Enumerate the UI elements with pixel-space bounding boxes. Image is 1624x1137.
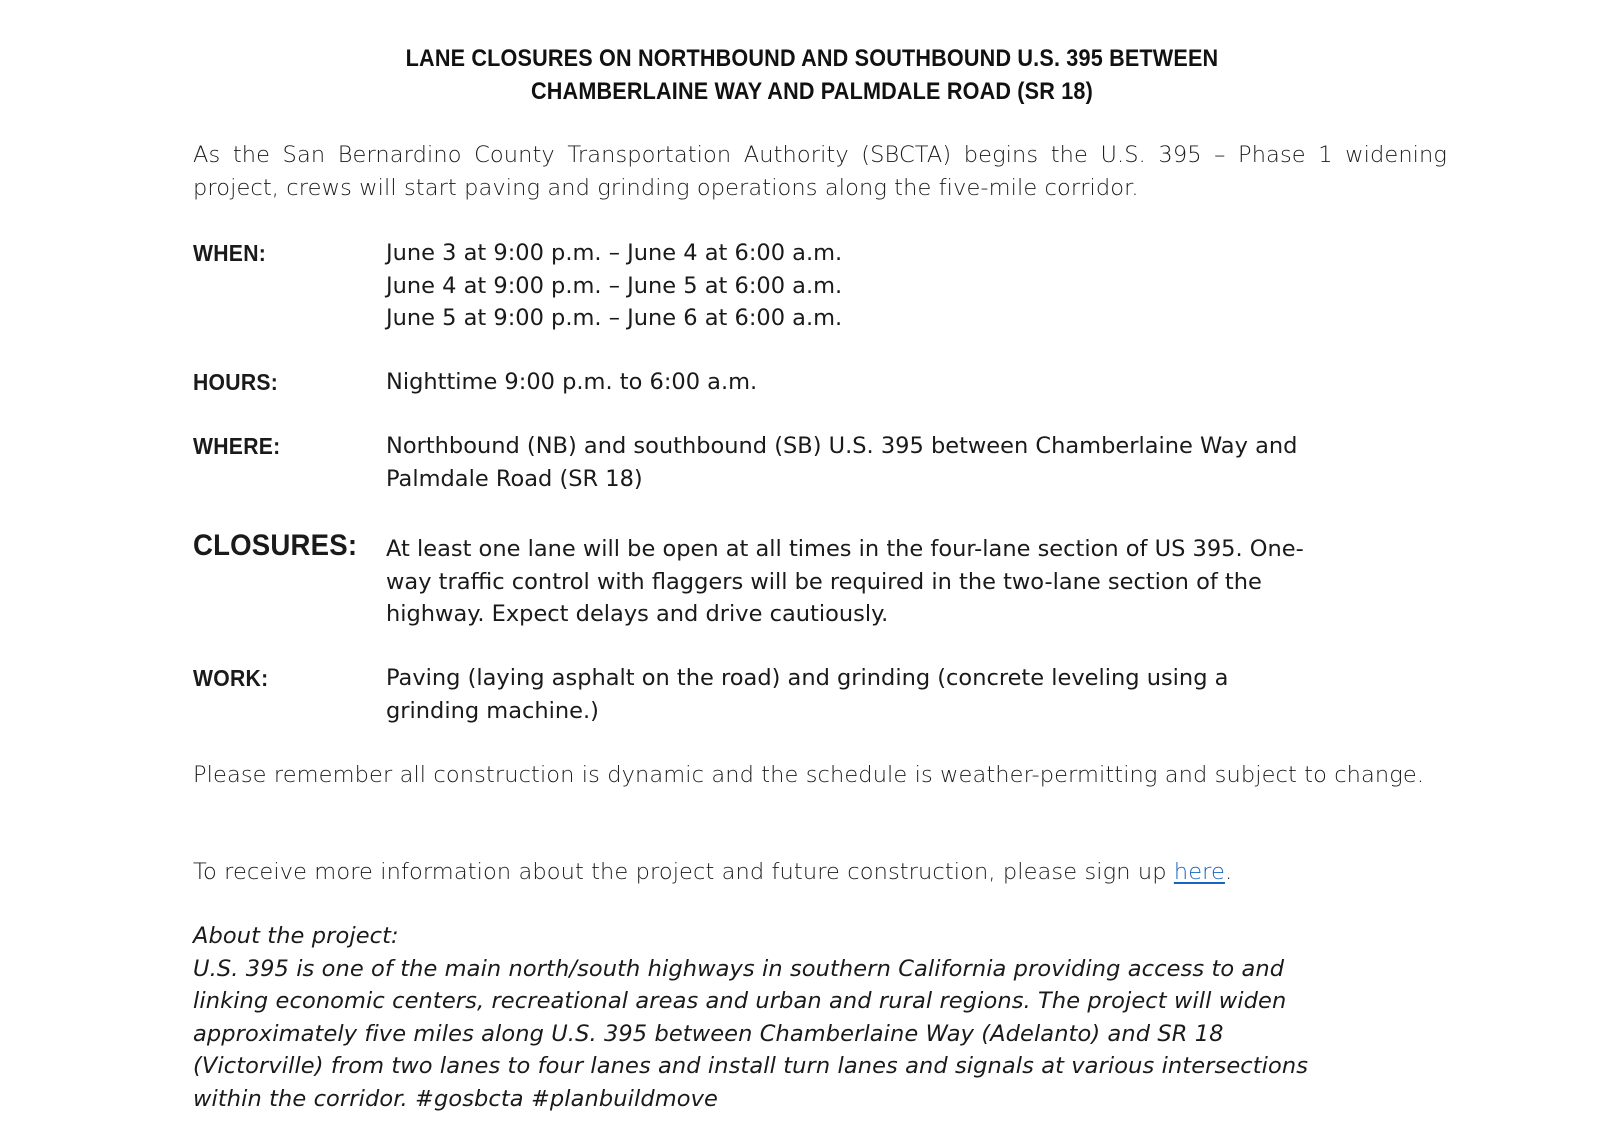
when-line: June 5 at 9:00 p.m. – June 6 at 6:00 a.m. <box>386 305 843 331</box>
closures-values <box>386 533 1447 631</box>
where-values <box>386 430 1447 495</box>
title-line-1: LANE CLOSURES ON NORTHBOUND AND SOUTHBOUND U.S. 395 BETWEEN <box>405 45 1219 72</box>
signup-period: . <box>1224 859 1233 885</box>
where-line: Northbound (NB) and southbound (SB) U.S. 395 between Chamberlaine Way and <box>386 433 1298 459</box>
about-line: (Victorville) from two lanes to four lanes and install turn lanes and signals at various intersections <box>193 1053 1309 1079</box>
hours-text: Nighttime 9:00 p.m. to 6:00 a.m. <box>386 369 758 395</box>
work-line: Paving (laying asphalt on the road) and grinding (concrete leveling using a <box>386 665 1229 691</box>
when-label: WHEN: <box>193 240 267 266</box>
title-line-2: CHAMBERLAINE WAY AND PALMDALE ROAD (SR 18) <box>531 78 1093 105</box>
when-values <box>386 237 1447 335</box>
about-line: within the corridor. #gosbcta #planbuildmove <box>193 1085 718 1112</box>
hours-value <box>386 366 1447 399</box>
hours-label: HOURS: <box>193 369 279 395</box>
about-line: linking economic centers, recreational areas and urban and rural regions. The project will widen <box>193 988 1287 1014</box>
closures-label: CLOSURES: <box>193 529 358 562</box>
intro-paragraph: As the San Bernardino County Transportation Authority (SBCTA) begins the U.S. 395 – Phase 1 widening project, crews will start paving and grinding operations along the five-mile corridor. <box>193 142 1447 201</box>
closures-line: way traffic control with flaggers will be required in the two-lane section of the <box>386 568 1262 595</box>
work-label: WORK: <box>193 665 269 691</box>
closures-section <box>193 529 1447 631</box>
work-values <box>386 662 1447 727</box>
where-section <box>193 430 1447 495</box>
about-line: U.S. 395 is one of the main north/south highways in southern California providing access to and <box>193 955 1285 982</box>
closures-line: highway. Expect delays and drive cautiously. <box>386 601 889 627</box>
about-heading: About the project: <box>193 923 399 949</box>
when-section <box>193 237 1447 335</box>
where-label: WHERE: <box>193 433 281 459</box>
signup-text: To receive more information about the project and future construction, please sign up <box>193 859 1174 885</box>
when-line: June 4 at 9:00 p.m. – June 5 at 6:00 a.m. <box>386 272 843 299</box>
hours-section <box>193 366 1447 399</box>
document-title <box>81 42 1543 108</box>
work-section <box>193 662 1447 727</box>
about-section <box>193 920 1447 1115</box>
where-line: Palmdale Road (SR 18) <box>386 465 643 492</box>
work-line: grinding machine.) <box>386 697 599 724</box>
signup-here-link[interactable]: here <box>1173 859 1225 885</box>
signup-paragraph <box>193 856 1447 889</box>
reminder-paragraph: Please remember all construction is dynamic and the schedule is weather-permitting and subject to change. <box>193 762 1425 788</box>
about-line: approximately five miles along U.S. 395 between Chamberlaine Way (Adelanto) and SR 18 <box>193 1020 1224 1047</box>
closures-line: At least one lane will be open at all times in the four-lane section of US 395. One- <box>386 536 1304 562</box>
when-line: June 3 at 9:00 p.m. – June 4 at 6:00 a.m. <box>386 240 843 266</box>
